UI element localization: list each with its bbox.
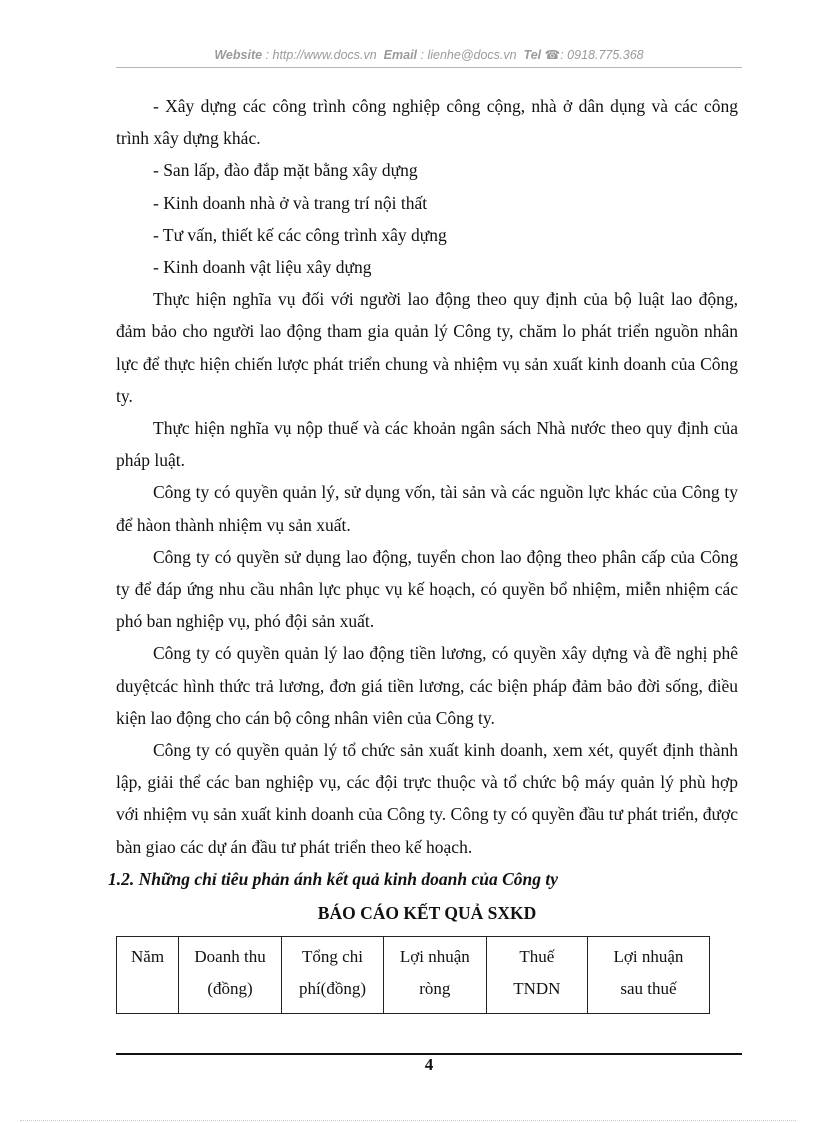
- table-header-cell: [587, 937, 709, 1014]
- table-header-cell: [486, 937, 587, 1014]
- header-line: Doanh thu: [194, 947, 266, 967]
- website-label: Website: [214, 48, 263, 62]
- paragraph: Công ty có quyền quản lý, sử dụng vốn, tài sản và các nguồn lực khác của Công ty để hàon thành nhiệm vụ sản xuất.: [116, 482, 738, 535]
- paragraph: - San lấp, đào đắp mặt bằng xây dựng: [153, 160, 418, 181]
- table-header-cell: [179, 937, 282, 1014]
- tel-value: : 0918.775.368: [560, 48, 644, 62]
- paragraph: Công ty có quyền quản lý lao động tiền lương, có quyền xây dựng và đề nghị phê duyệtcác hình thức trả lương, đơn giá tiền lương, các biện pháp đảm bảo đời sống, điều kiện lao động cho cán bộ công nhân viên của Công ty.: [116, 643, 738, 728]
- table-header-cell: [282, 937, 384, 1014]
- header-line: ròng: [419, 979, 451, 999]
- header-line: Năm: [131, 947, 165, 967]
- paragraph: Công ty có quyền sử dụng lao động, tuyển chon lao động theo phân cấp của Công ty để đáp ứng nhu cầu nhân lực phục vụ kế hoạch, có quyền bổ nhiệm, miễn nhiệm các phó ban nghiệp vụ, phó đội sản xuất.: [116, 546, 738, 632]
- paragraph: - Kinh doanh vật liệu xây dựng: [153, 257, 372, 278]
- header-line: Thuế: [519, 947, 555, 967]
- email-value: : lienhe@docs.vn: [420, 48, 517, 62]
- header-line: (đồng): [207, 979, 253, 999]
- website-value: : http://www.docs.vn: [265, 48, 377, 62]
- header-line: Tổng chi: [302, 947, 363, 967]
- table-header-cell: [117, 937, 179, 1014]
- page-edge: [20, 1120, 796, 1121]
- paragraph: - Xây dựng các công trình công nghiệp công cộng, nhà ở dân dụng và các công trình xây dựng khác.: [116, 96, 738, 149]
- header-line: phí(đồng): [298, 979, 366, 999]
- page-header: [116, 47, 742, 62]
- report-title: BÁO CÁO KẾT QUẢ SXKD: [317, 903, 537, 924]
- page-number: 4: [424, 1055, 434, 1074]
- email-label: Email: [383, 48, 418, 62]
- document-body: [108, 90, 738, 1014]
- paragraph: - Kinh doanh nhà ở và trang trí nội thất: [153, 192, 428, 213]
- header-divider: [116, 67, 742, 68]
- paragraph: Công ty có quyền quản lý tổ chức sản xuất kinh doanh, xem xét, quyết định thành lập, giải thể các ban nghiệp vụ, các đội trực thuộc và tổ chức bộ máy quản lý phù hợp với nhiệm vụ sản xuất kinh doanh của Công ty. Công ty có quyền đầu tư phát triển, được bàn giao các dự án đầu tư phát triển theo kế hoạch.: [116, 740, 738, 857]
- table-header-row: [117, 937, 710, 1014]
- phone-icon: ☎: [544, 48, 561, 62]
- paragraph: Thực hiện nghĩa vụ nộp thuế và các khoản ngân sách Nhà nước theo quy định của pháp luật.: [116, 418, 738, 471]
- header-line: sau thuế: [620, 979, 677, 999]
- section-heading: 1.2. Những chỉ tiêu phản ánh kết quả kinh doanh của Công ty: [108, 868, 559, 889]
- header-line: Lợi nhuận: [613, 947, 684, 967]
- header-line: Lợi nhuận: [399, 947, 470, 967]
- header-line: TNDN: [513, 979, 561, 999]
- report-table: [116, 936, 710, 1014]
- table-header-cell: [383, 937, 486, 1014]
- paragraph: - Tư vấn, thiết kế các công trình xây dựng: [153, 224, 447, 245]
- tel-label: Tel: [523, 48, 542, 62]
- paragraph: Thực hiện nghĩa vụ đối với người lao động theo quy định của bộ luật lao động, đảm bảo cho người lao động tham gia quản lý Công ty, chăm lo phát triển nguồn nhân lực để thực hiện chiến lược phát triển chung và nhiệm vụ sản xuất kinh doanh của Công ty.: [116, 289, 738, 406]
